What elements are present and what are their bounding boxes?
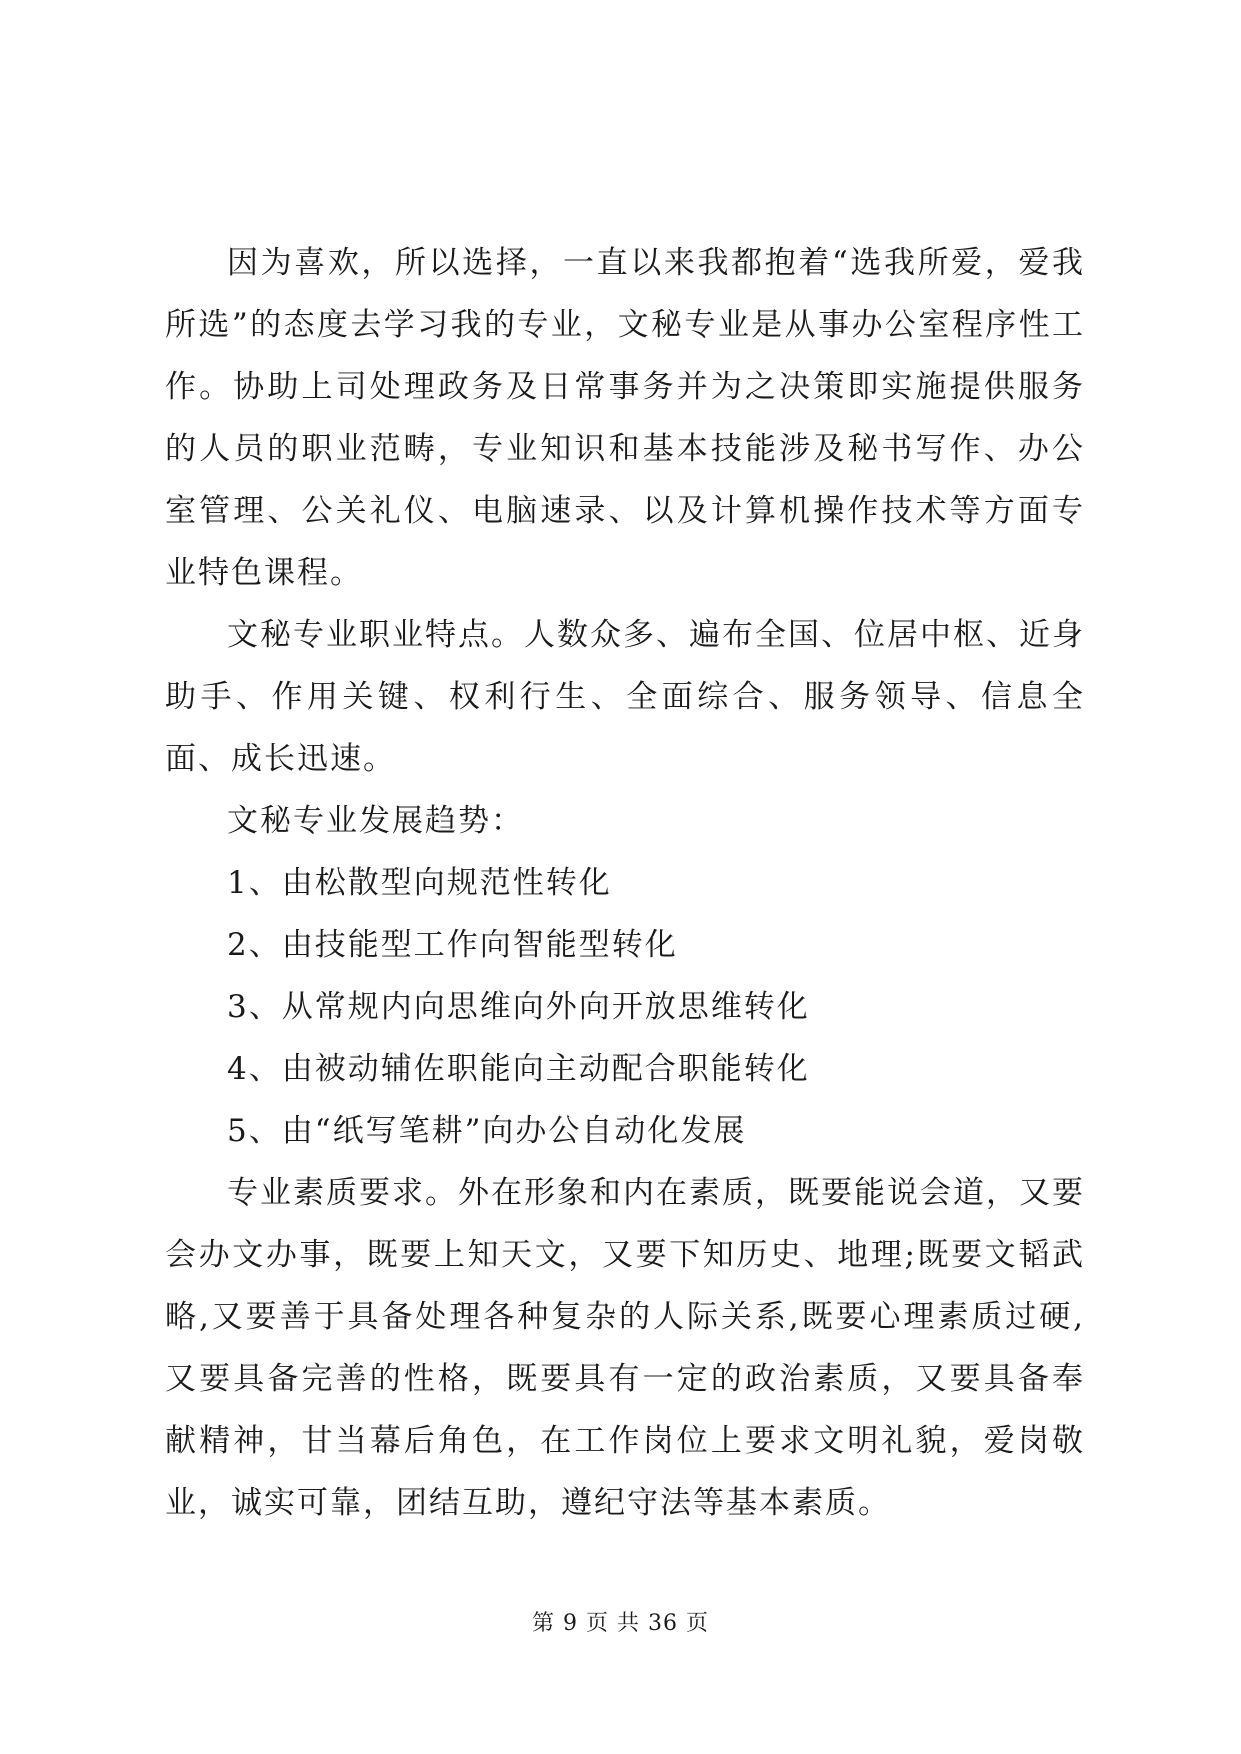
document-body: [165, 232, 1085, 1534]
paragraph-characteristics: 文秘专业职业特点。人数众多、遍布全国、位居中枢、近身助手、作用关键、权利行生、全面综合、服务领导、信息全面、成长迅速。: [165, 617, 1085, 777]
list-item: 5、由“纸写笔耕”向办公自动化发展: [227, 1113, 747, 1149]
paragraph-intro: 因为喜欢，所以选择，一直以来我都抱着“选我所爱，爱我所选”的态度去学习我的专业，文秘专业是从事办公室程序性工作。协助上司处理政务及日常事务并为之决策即实施提供服务的人员的职业范畴，专业知识和基本技能涉及秘书写作、办公室管理、公关礼仪、电脑速录、以及计算机操作技术等方面专业特色课程。: [165, 245, 1085, 591]
paragraph-trends-heading: 文秘专业发展趋势：: [227, 803, 524, 839]
list-item: 4、由被动辅佐职能向主动配合职能转化: [227, 1051, 810, 1087]
list-item: 3、从常规内向思维向外向开放思维转化: [227, 989, 810, 1025]
list-item: 1、由松散型向规范性转化: [227, 865, 612, 901]
list-item: 2、由技能型工作向智能型转化: [227, 927, 678, 963]
page-footer: 第 9 页 共 36 页: [532, 1611, 709, 1636]
paragraph-requirements: 专业素质要求。外在形象和内在素质，既要能说会道，又要会办文办事，既要上知天文，又要下知历史、地理;既要文韬武略,又要善于具备处理各种复杂的人际关系,既要心理素质过硬,又要具备完善的性格，既要具有一定的政治素质，又要具备奉献精神，甘当幕后角色，在工作岗位上要求文明礼貌，爱岗敬业，诚实可靠，团结互助，遵纪守法等基本素质。: [165, 1175, 1085, 1521]
